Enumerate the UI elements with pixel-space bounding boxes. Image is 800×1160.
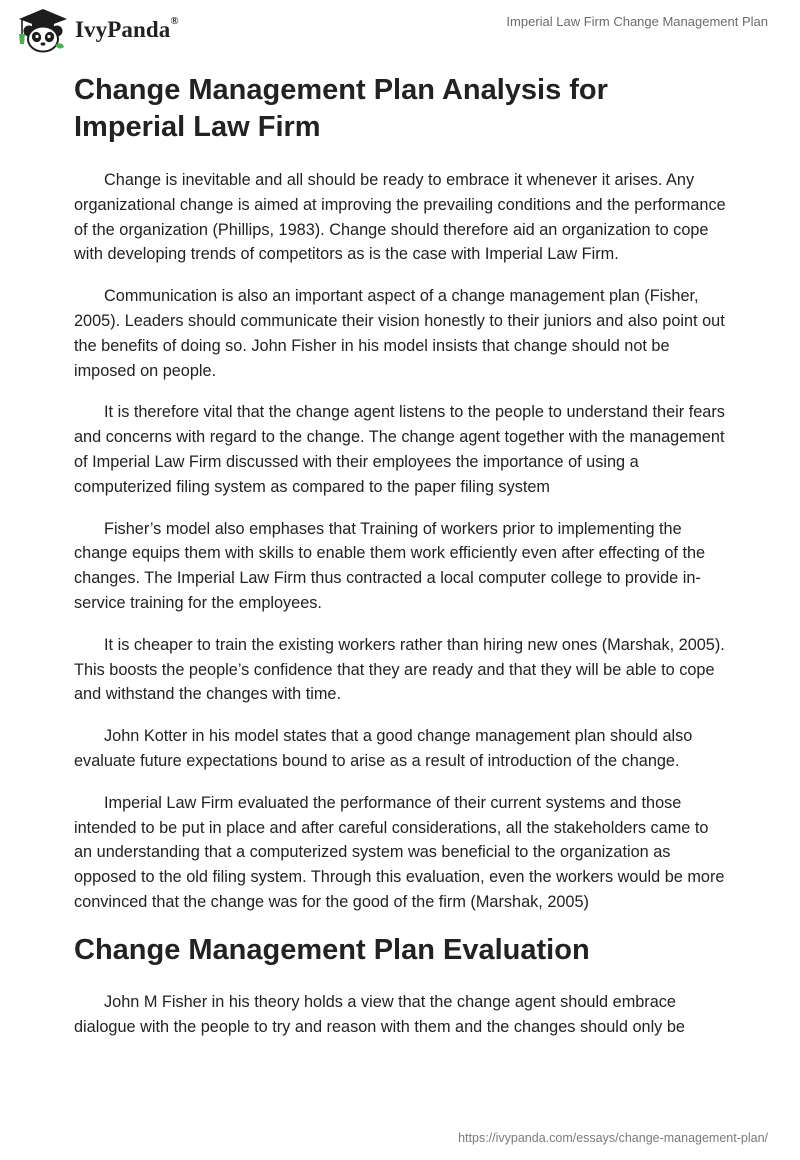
paragraph: Imperial Law Firm evaluated the performance of their current systems and those intended to be put in place and after careful considerations, all the stakeholders came to an understanding that a computerized system was beneficial to the organization as opposed to the old filing system. Through this evaluation, even the workers would be more convinced that the change was for the good of the firm (Marshak, 2005) [74, 793, 725, 911]
paragraph: It is cheaper to train the existing workers rather than hiring new ones (Marshak, 2005). This boosts the people’s confidence that they are ready and that they will be able to cope and withstand the changes with time. [74, 635, 725, 704]
page-header [0, 0, 800, 62]
paragraph: It is therefore vital that the change agent listens to the people to understand their fears and concerns with regard to the change. The change agent together with the management of Imperial Law Firm discussed with their employees the importance of using a computerized filing system as compared to the paper filing system [74, 403, 725, 496]
ivypanda-logo[interactable] [16, 7, 179, 53]
article-body [74, 72, 726, 1056]
paragraph: Fisher’s model also emphases that Training of workers prior to implementing the change equips them with skills to enable them work efficiently even after effecting of the changes. The Imperial Law Firm thus contracted a local computer college to provide in-service training for the employees. [74, 519, 706, 612]
article-title: Change Management Plan Analysis for Imperial Law Firm [74, 74, 608, 143]
registered-mark: ® [170, 15, 179, 27]
paragraph: Communication is also an important aspect of a change management plan (Fisher, 2005). Leaders should communicate their vision honestly to their juniors and also point out the benefits of doing so. John Fisher in his model insists that change should not be imposed on people. [74, 287, 725, 380]
paragraph: John M Fisher in his theory holds a view that the change agent should embrace dialogue with the people to try and reason with them and the changes should only be [74, 992, 685, 1036]
document-title: Imperial Law Firm Change Management Plan [506, 14, 768, 29]
source-url-link[interactable]: https://ivypanda.com/essays/change-management-plan/ [458, 1131, 768, 1145]
logo-wordmark: IvyPanda [75, 17, 171, 42]
panda-mascot-icon [16, 7, 70, 53]
section-heading: Change Management Plan Evaluation [74, 933, 590, 966]
paragraph: John Kotter in his model states that a good change management plan should also evaluate future expectations bound to arise as a result of introduction of the change. [74, 727, 693, 770]
paragraph: Change is inevitable and all should be ready to embrace it whenever it arises. Any organizational change is aimed at improving the prevailing conditions and the performance of the organization (Phillips, 1983). Change should therefore aid an organization to cope with developing trends of competitors as is the case with Imperial Law Firm. [74, 171, 726, 264]
